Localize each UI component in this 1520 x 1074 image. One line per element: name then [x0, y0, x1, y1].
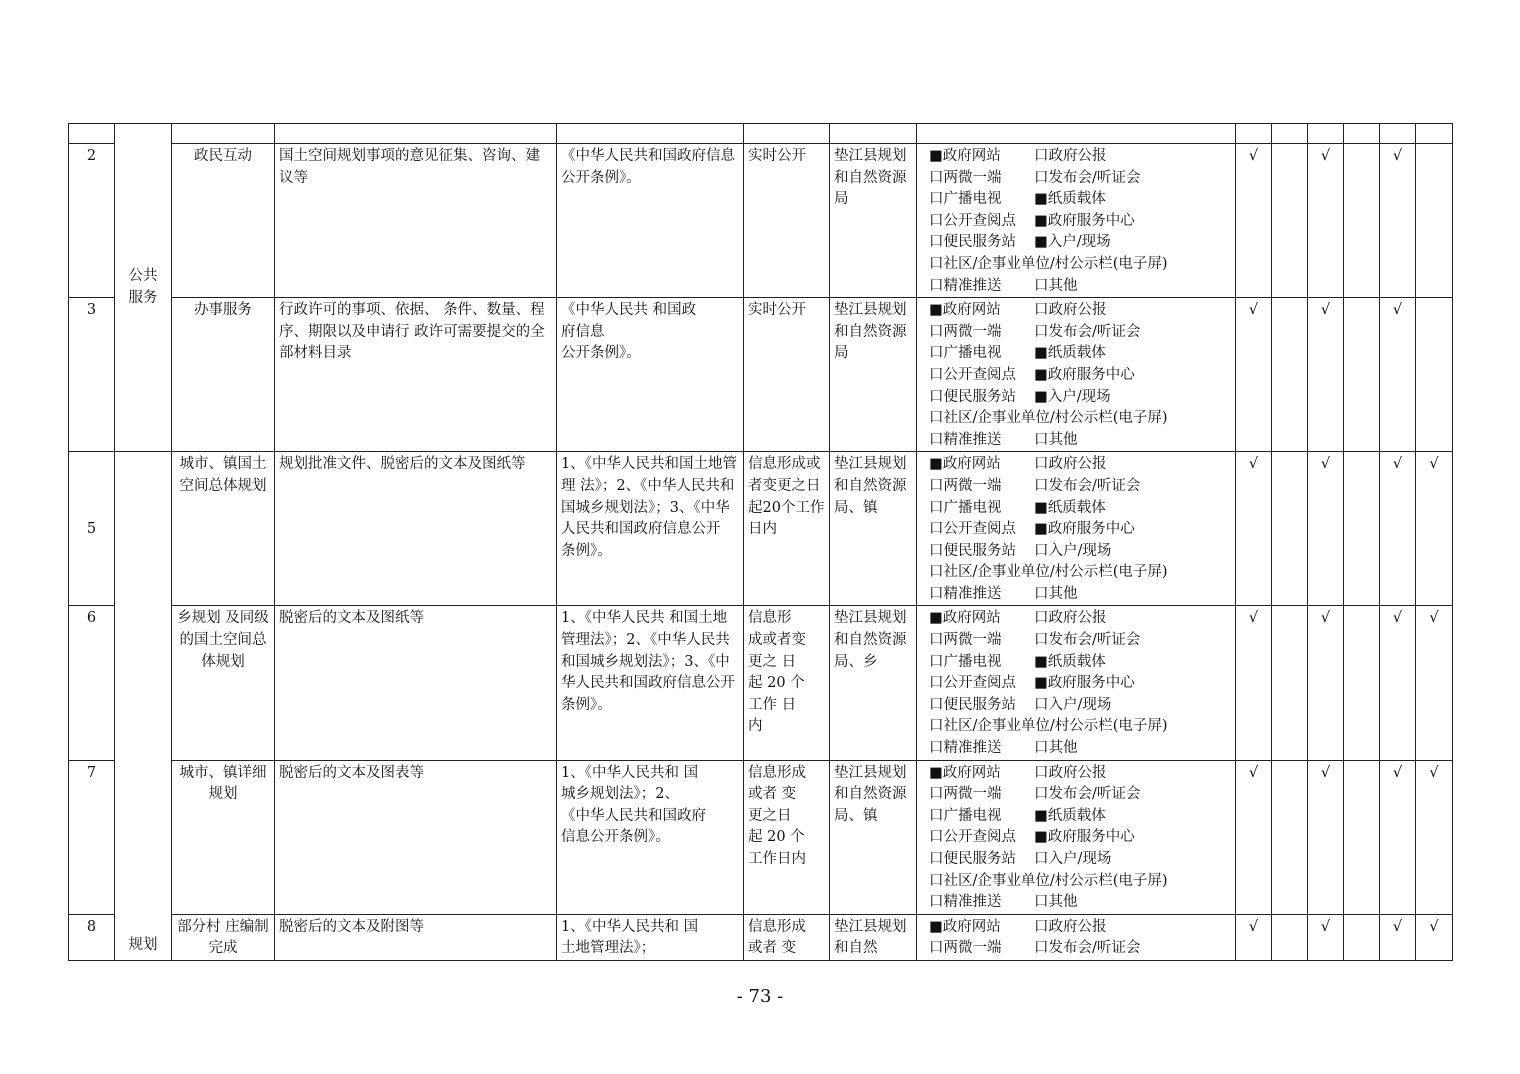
scope-tick-5: √	[1380, 298, 1416, 452]
page-number: - 73 -	[736, 986, 784, 1007]
scope-tick-6	[1416, 298, 1453, 452]
scope-tick-4	[1344, 914, 1380, 960]
channel-public-review: 口公开查阅点	[929, 366, 1016, 383]
channel-broadcast-tv: 口广播电视	[929, 345, 1002, 362]
channel-convenience-station: 口便民服务站	[929, 542, 1016, 559]
legal-basis: 1、《中华人民共和 国 土地管理法》；	[557, 914, 744, 960]
category-planning-label: 规划	[128, 937, 158, 954]
disclosure-channels	[917, 606, 1236, 760]
channel-two-micro: 口两微一端	[929, 323, 1002, 340]
channel-press-hearing: 口发布会/听证会	[1034, 786, 1141, 803]
channel-convenience-station: 口便民服务站	[929, 696, 1016, 713]
channel-door-to-door: 口入户/现场	[1034, 542, 1112, 559]
disclosure-time: 信息形成或者变更之日起20个工作日内	[744, 452, 830, 606]
disclosure-channels	[917, 452, 1236, 606]
scope-tick-3: √	[1308, 760, 1344, 914]
channel-public-review: 口公开查阅点	[929, 212, 1016, 229]
disclosure-time: 实时公开	[744, 144, 830, 298]
channel-precise-push: 口精准推送	[929, 894, 1002, 911]
disclosure-time: 实时公开	[744, 298, 830, 452]
channel-gov-gazette: 口政府公报	[1034, 610, 1107, 627]
legal-basis: 《中华人民共 和国政 府信息 公开条例》。	[557, 298, 744, 452]
channel-other: 口其他	[1034, 740, 1078, 757]
channel-door-to-door: ■入户/现场	[1034, 388, 1111, 405]
table-row	[69, 914, 1453, 960]
scope-tick-6: √	[1416, 606, 1453, 760]
row-number: 7	[69, 760, 115, 914]
scope-tick-3: √	[1308, 914, 1344, 960]
channel-broadcast-tv: 口广播电视	[929, 191, 1002, 208]
scope-tick-4	[1344, 760, 1380, 914]
channel-gov-gazette: 口政府公报	[1034, 918, 1107, 935]
channel-press-hearing: 口发布会/听证会	[1034, 323, 1141, 340]
channel-other: 口其他	[1034, 585, 1078, 602]
scope-tick-1: √	[1236, 144, 1272, 298]
table-row	[69, 298, 1453, 452]
scope-tick-2	[1272, 914, 1308, 960]
legal-basis: 《中华人民共和国政府信息公开条例》。	[557, 144, 744, 298]
channel-convenience-station: 口便民服务站	[929, 388, 1016, 405]
channel-door-to-door: ■入户/现场	[1034, 234, 1111, 251]
channel-other: 口其他	[1034, 431, 1078, 448]
channel-paper: ■纸质载体	[1034, 191, 1106, 208]
scope-tick-5: √	[1380, 914, 1416, 960]
category-planning-cell	[115, 452, 172, 961]
legal-basis: 1、《中华人民共和 国 城乡规划法》；2、 《中华人民共和国政府 信息公开条例》。	[557, 760, 744, 914]
scope-tick-5: √	[1380, 760, 1416, 914]
channel-community-board: 口社区/企事业单位/村公示栏(电子屏)	[929, 564, 1168, 581]
row-number: 2	[69, 144, 115, 298]
channel-gov-website: ■政府网站	[929, 918, 1001, 935]
channel-public-review: 口公开查阅点	[929, 829, 1016, 846]
table-row	[69, 760, 1453, 914]
disclosure-time: 信息形 成或者变 更之 日 起 20 个 工作 日 内	[744, 606, 830, 760]
disclosure-channels	[917, 298, 1236, 452]
content: 脱密后的文本及附图等	[275, 914, 557, 960]
content: 规划批准文件、脱密后的文本及图纸等	[275, 452, 557, 606]
channel-community-board: 口社区/企事业单位/村公示栏(电子屏)	[929, 872, 1168, 889]
disclosure-subject: 垫江县规划和自然资源局、镇	[830, 760, 917, 914]
item-name: 部分村 庄编制 完成	[172, 914, 275, 960]
channel-two-micro: 口两微一端	[929, 477, 1002, 494]
channel-broadcast-tv: 口广播电视	[929, 807, 1002, 824]
channel-press-hearing: 口发布会/听证会	[1034, 477, 1141, 494]
channel-door-to-door: 口入户/现场	[1034, 851, 1112, 867]
channel-community-board: 口社区/企事业单位/村公示栏(电子屏)	[929, 410, 1168, 427]
channel-two-micro: 口两微一端	[929, 940, 1002, 957]
channel-door-to-door: 口入户/现场	[1034, 696, 1112, 713]
scope-tick-5: √	[1380, 606, 1416, 760]
row-number: 6	[69, 606, 115, 760]
scope-tick-2	[1272, 298, 1308, 452]
channel-gov-website: ■政府网站	[929, 456, 1001, 473]
channel-gov-website: ■政府网站	[929, 148, 1001, 164]
item-name: 乡规划 及同级 的国土空间总体规划	[172, 606, 275, 760]
channel-public-review: 口公开查阅点	[929, 521, 1016, 538]
scope-tick-1: √	[1236, 606, 1272, 760]
disclosure-channels	[917, 914, 1236, 960]
content: 脱密后的文本及图表等	[275, 760, 557, 914]
row-number: 3	[69, 298, 115, 452]
channel-gov-service-center: ■政府服务中心	[1034, 366, 1135, 383]
channel-gov-service-center: ■政府服务中心	[1034, 521, 1135, 538]
scope-tick-2	[1272, 606, 1308, 760]
disclosure-subject: 垫江县规划和自然资源局、乡	[830, 606, 917, 760]
scope-tick-1: √	[1236, 452, 1272, 606]
scope-tick-3: √	[1308, 144, 1344, 298]
channel-paper: ■纸质载体	[1034, 345, 1106, 362]
scope-tick-4	[1344, 298, 1380, 452]
disclosure-time: 信息形成 或者 变	[744, 914, 830, 960]
scope-tick-3: √	[1308, 606, 1344, 760]
channel-paper: ■纸质载体	[1034, 653, 1106, 670]
channel-press-hearing: 口发布会/听证会	[1034, 940, 1141, 957]
disclosure-table	[68, 123, 1453, 961]
legal-basis: 1、《中华人民共和国土地管理 法》；2、《中华人民共和国城乡规划法》；3、《中华人民共和国政府信息公开 条例》。	[557, 452, 744, 606]
scope-tick-6: √	[1416, 760, 1453, 914]
row-number: 5	[69, 452, 115, 606]
channel-press-hearing: 口发布会/听证会	[1034, 632, 1141, 649]
channel-other: 口其他	[1034, 277, 1078, 294]
legal-basis: 1、《中华人民共 和国土地管理法》；2、《中华人民共和国城乡规划法》；3、《中华人民共和国政府信息公开 条例》。	[557, 606, 744, 760]
channel-gov-website: ■政府网站	[929, 610, 1001, 627]
scope-tick-2	[1272, 452, 1308, 606]
channel-gov-gazette: 口政府公报	[1034, 148, 1107, 164]
channel-other: 口其他	[1034, 894, 1078, 911]
item-name: 城市、镇详细规划	[172, 760, 275, 914]
channel-paper: ■纸质载体	[1034, 499, 1106, 516]
table-row	[69, 144, 1453, 298]
channel-public-review: 口公开查阅点	[929, 675, 1016, 692]
scope-tick-4	[1344, 452, 1380, 606]
channel-gov-service-center: ■政府服务中心	[1034, 675, 1135, 692]
channel-gov-gazette: 口政府公报	[1034, 456, 1107, 473]
content: 脱密后的文本及图纸等	[275, 606, 557, 760]
channel-press-hearing: 口发布会/听证会	[1034, 169, 1141, 186]
scope-tick-5: √	[1380, 452, 1416, 606]
channel-gov-website: ■政府网站	[929, 302, 1001, 319]
table-row	[69, 452, 1453, 606]
channel-precise-push: 口精准推送	[929, 585, 1002, 602]
channel-gov-gazette: 口政府公报	[1034, 764, 1107, 781]
category-public-service-cell: 公共服务	[115, 124, 172, 452]
scope-tick-2	[1272, 760, 1308, 914]
channel-broadcast-tv: 口广播电视	[929, 653, 1002, 670]
disclosure-subject: 垫江县规划和自然	[830, 914, 917, 960]
channel-two-micro: 口两微一端	[929, 786, 1002, 803]
disclosure-channels	[917, 144, 1236, 298]
disclosure-subject: 垫江县规划和自然资源局、镇	[830, 452, 917, 606]
channel-two-micro: 口两微一端	[929, 169, 1002, 186]
channel-broadcast-tv: 口广播电视	[929, 499, 1002, 516]
row-number: 8	[69, 914, 115, 960]
disclosure-subject: 垫江县规划和自然资源局	[830, 144, 917, 298]
scope-tick-2	[1272, 144, 1308, 298]
scope-tick-1: √	[1236, 298, 1272, 452]
channel-gov-gazette: 口政府公报	[1034, 302, 1107, 319]
channel-gov-service-center: ■政府服务中心	[1034, 212, 1135, 229]
scope-tick-4	[1344, 606, 1380, 760]
scope-tick-1: √	[1236, 760, 1272, 914]
channel-gov-service-center: ■政府服务中心	[1034, 829, 1135, 846]
scope-tick-3: √	[1308, 452, 1344, 606]
channel-community-board: 口社区/企事业单位/村公示栏(电子屏)	[929, 718, 1168, 735]
table-row	[69, 606, 1453, 760]
channel-paper: ■纸质载体	[1034, 807, 1106, 824]
content: 国土空间规划事项的意见征集、咨询、建议等	[275, 144, 557, 298]
item-name: 办事服务	[172, 298, 275, 452]
scope-tick-6	[1416, 144, 1453, 298]
scope-tick-4	[1344, 144, 1380, 298]
disclosure-channels	[917, 760, 1236, 914]
channel-precise-push: 口精准推送	[929, 740, 1002, 757]
disclosure-subject: 垫江县规划和自然资源局	[830, 298, 917, 452]
disclosure-time: 信息形成 或者 变 更之日 起 20 个 工作日内	[744, 760, 830, 914]
channel-two-micro: 口两微一端	[929, 632, 1002, 649]
item-name: 政民互动	[172, 144, 275, 298]
channel-precise-push: 口精准推送	[929, 431, 1002, 448]
channel-precise-push: 口精准推送	[929, 277, 1002, 294]
channel-convenience-station: 口便民服务站	[929, 851, 1016, 867]
scope-tick-3: √	[1308, 298, 1344, 452]
header-spacer-row	[69, 124, 1453, 144]
channel-gov-website: ■政府网站	[929, 764, 1001, 781]
item-name: 城市、镇国土空间总体规划	[172, 452, 275, 606]
scope-tick-5: √	[1380, 144, 1416, 298]
channel-convenience-station: 口便民服务站	[929, 234, 1016, 251]
scope-tick-1: √	[1236, 914, 1272, 960]
scope-tick-6: √	[1416, 452, 1453, 606]
channel-community-board: 口社区/企事业单位/村公示栏(电子屏)	[929, 255, 1168, 272]
content: 行政许可的事项、依据、 条件、数量、程序、期限以及申请行 政许可需要提交的全部材料目录	[275, 298, 557, 452]
scope-tick-6: √	[1416, 914, 1453, 960]
